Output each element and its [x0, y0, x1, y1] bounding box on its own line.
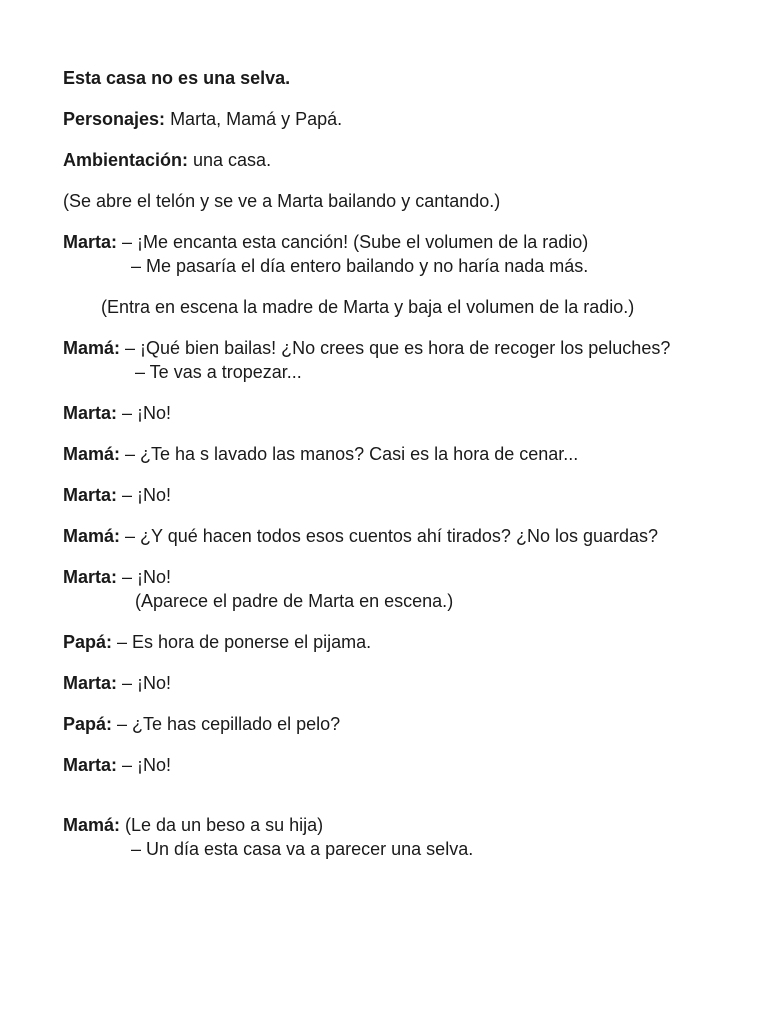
dialogue-continuation: – Te vas a tropezar... — [135, 362, 302, 382]
dialogue-continuation: – Me pasaría el día entero bailando y no haría nada más. — [131, 256, 589, 276]
dialogue-line — [63, 336, 704, 384]
stage-direction-opening: (Se abre el telón y se ve a Marta bailando y cantando.) — [63, 191, 501, 211]
dialogue-text: – ¡No! — [117, 403, 172, 423]
setting-label: Ambientación: — [63, 150, 189, 170]
dialogue-line — [63, 813, 704, 861]
play-title: Esta casa no es una selva. — [63, 68, 291, 88]
setting-line — [63, 148, 704, 172]
setting-text: una casa. — [188, 150, 272, 170]
dialogue-line — [63, 483, 704, 507]
speaker-name: Marta: — [63, 232, 118, 252]
speaker-name: Mamá: — [63, 526, 121, 546]
dialogue-text: – ¿Y qué hacen todos esos cuentos ahí tirados? ¿No los guardas? — [120, 526, 659, 546]
dialogue-text: – ¡No! — [117, 485, 172, 505]
speaker-name: Mamá: — [63, 444, 121, 464]
dialogue-text: – ¡No! — [117, 755, 172, 775]
dialogue-line — [63, 753, 704, 777]
dialogue-text: – ¡Qué bien bailas! ¿No crees que es hora de recoger los peluches? — [120, 338, 671, 358]
characters-text: Marta, Mamá y Papá. — [165, 109, 343, 129]
dialogue-continuation: – Un día esta casa va a parecer una selva. — [131, 839, 474, 859]
dialogue-text: (Le da un beso a su hija) — [120, 815, 324, 835]
speaker-name: Papá: — [63, 632, 113, 652]
speaker-name: Mamá: — [63, 338, 121, 358]
speaker-name: Marta: — [63, 567, 118, 587]
speaker-name: Mamá: — [63, 815, 121, 835]
speaker-name: Papá: — [63, 714, 113, 734]
dialogue-line — [63, 671, 704, 695]
stage-direction-dad-enters: (Aparece el padre de Marta en escena.) — [135, 591, 454, 611]
dialogue-line — [63, 524, 704, 548]
dialogue-text: – ¡No! — [117, 673, 172, 693]
speaker-name: Marta: — [63, 485, 118, 505]
dialogue-text: – ¡Me encanta esta canción! (Sube el volumen de la radio) — [117, 232, 589, 252]
dialogue-line — [63, 230, 704, 278]
characters-line — [63, 107, 704, 131]
speaker-name: Marta: — [63, 673, 118, 693]
dialogue-text: – ¡No! — [117, 567, 172, 587]
speaker-name: Marta: — [63, 755, 118, 775]
dialogue-line — [63, 565, 704, 613]
stage-direction-mom-enters: (Entra en escena la madre de Marta y baja el volumen de la radio.) — [101, 297, 635, 317]
dialogue-text: – ¿Te has cepillado el pelo? — [112, 714, 341, 734]
dialogue-text: – ¿Te ha s lavado las manos? Casi es la hora de cenar... — [120, 444, 579, 464]
speaker-name: Marta: — [63, 403, 118, 423]
dialogue-line — [63, 630, 704, 654]
dialogue-line — [63, 401, 704, 425]
script-page — [63, 66, 704, 878]
dialogue-line — [63, 442, 704, 466]
dialogue-text: – Es hora de ponerse el pijama. — [112, 632, 372, 652]
characters-label: Personajes: — [63, 109, 166, 129]
dialogue-line — [63, 712, 704, 736]
